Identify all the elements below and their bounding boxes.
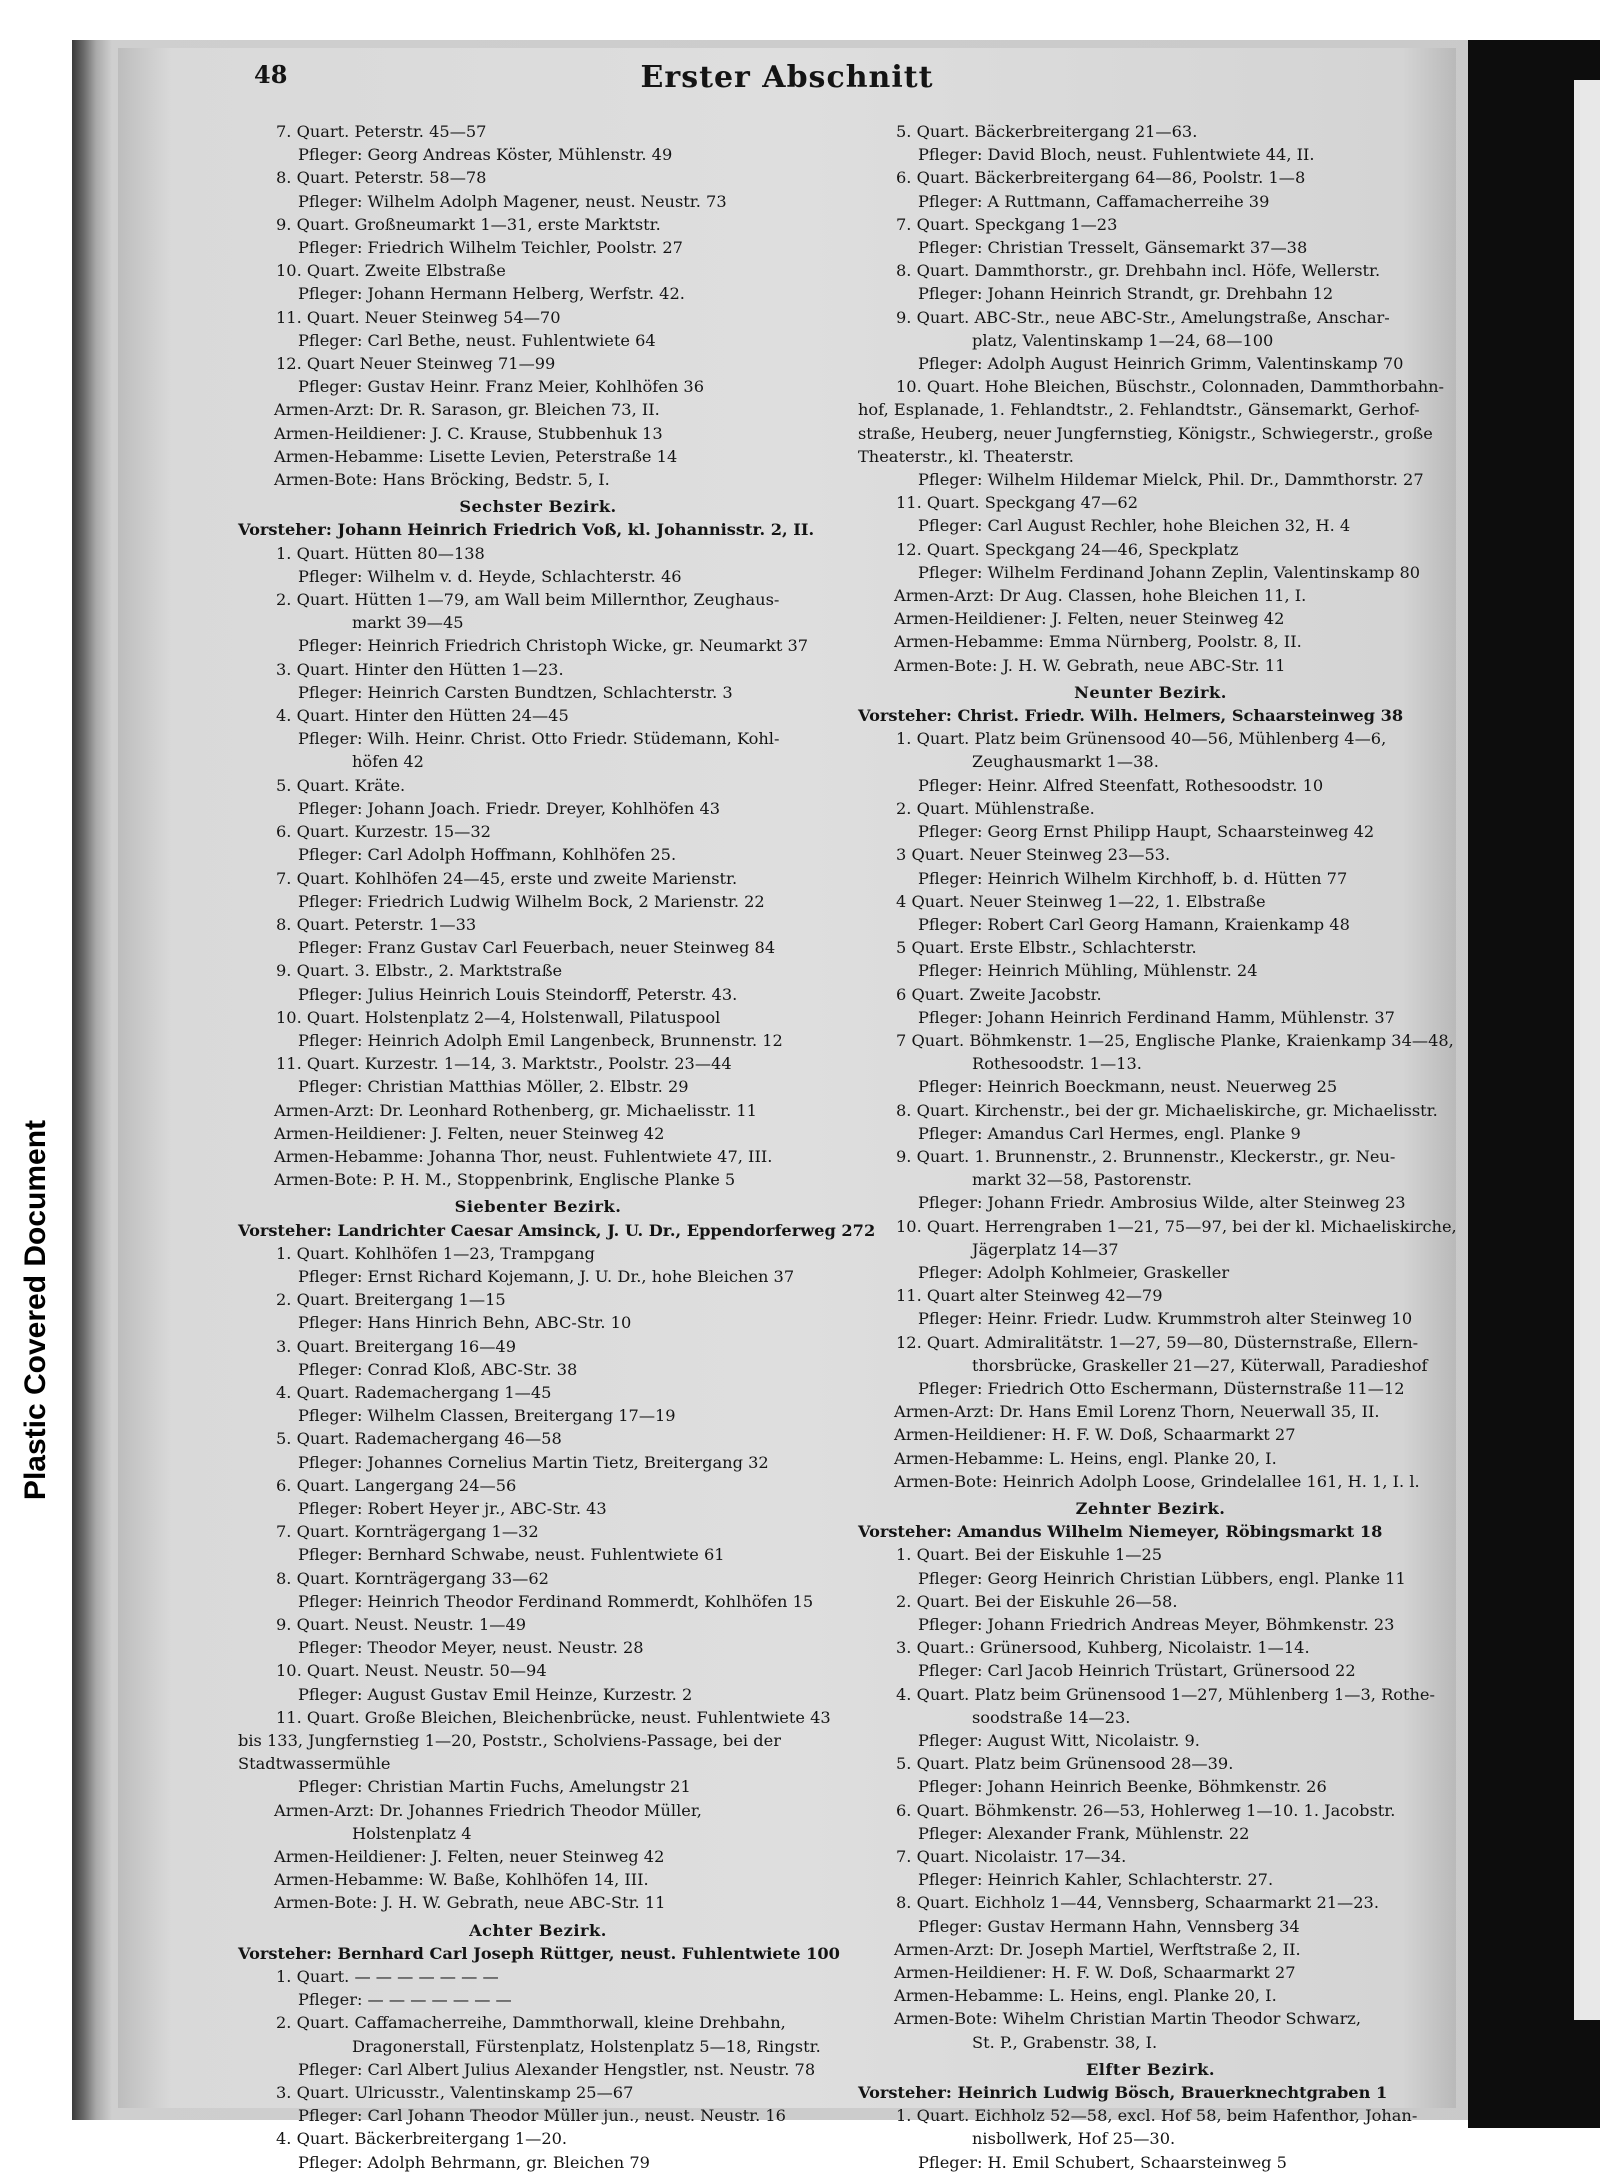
- pfleger-line: Pfleger: A Ruttmann, Caffamacherreihe 39: [918, 191, 1270, 211]
- quarter-line: 7 Quart. Böhmkenstr. 1—25, Englische Planke, Kraienkamp 34—48,: [896, 1030, 1454, 1050]
- wrapped-line: hof, Esplanade, 1. Fehlandtstr., 2. Fehlandtstr., Gänsemarkt, Gerhof-: [858, 400, 1420, 420]
- pfleger-line: Pfleger: August Gustav Emil Heinze, Kurzestr. 2: [298, 1684, 693, 1704]
- pfleger-line: Pfleger: Heinrich Friedrich Christoph Wicke, gr. Neumarkt 37: [298, 636, 809, 656]
- pfleger-line: Pfleger: Heinr. Friedr. Ludw. Krummstroh alter Steinweg 10: [918, 1309, 1413, 1329]
- right-column: [858, 120, 1457, 2174]
- quarter-line: 9. Quart. Großneumarkt 1—31, erste Marktstr.: [276, 214, 661, 234]
- pfleger-line: Pfleger: Johann Hermann Helberg, Werfstr. 42.: [298, 284, 685, 304]
- quarter-line: 2. Quart. Hütten 1—79, am Wall beim Millernthor, Zeughaus-: [276, 590, 780, 610]
- continuation-line: soodstraße 14—23.: [972, 1707, 1131, 1727]
- pfleger-line: Pfleger: Johann Friedr. Ambrosius Wilde, alter Steinweg 23: [918, 1193, 1406, 1213]
- official-line: Armen-Bote: Hans Bröcking, Bedstr. 5, I.: [274, 470, 610, 490]
- wrapped-line: bis 133, Jungfernstieg 1—20, Poststr., Scholviens-Passage, bei der: [238, 1731, 781, 1751]
- quarter-line: 12. Quart Neuer Steinweg 71—99: [276, 354, 556, 374]
- pfleger-line: Pfleger: Carl Albert Julius Alexander Hengstler, nst. Neustr. 78: [298, 2059, 816, 2079]
- pfleger-line: Pfleger: Johann Heinrich Beenke, Böhmkenstr. 26: [918, 1777, 1327, 1797]
- continuation-line: Jägerplatz 14—37: [972, 1239, 1119, 1259]
- pfleger-line: Pfleger: Conrad Kloß, ABC-Str. 38: [298, 1359, 578, 1379]
- vorsteher-line: Vorsteher: Amandus Wilhelm Niemeyer, Röbingsmarkt 18: [858, 1522, 1383, 1542]
- pfleger-line: Pfleger: Christian Tresselt, Gänsemarkt 37—38: [918, 238, 1308, 258]
- quarter-line: 4. Quart. Platz beim Grünensood 1—27, Mühlenberg 1—3, Rothe-: [896, 1684, 1435, 1704]
- document-page: [118, 48, 1457, 2172]
- official-line: Armen-Hebamme: Lisette Levien, Peterstraße 14: [274, 446, 678, 466]
- official-line: Armen-Bote: J. H. W. Gebrath, neue ABC-Str. 11: [274, 1893, 666, 1913]
- pfleger-line: Pfleger: Ernst Richard Kojemann, J. U. Dr., hohe Bleichen 37: [298, 1266, 795, 1286]
- pfleger-line: Pfleger: Christian Matthias Möller, 2. Elbstr. 29: [298, 1077, 689, 1097]
- pfleger-line: Pfleger: Wilhelm Classen, Breitergang 17—19: [298, 1406, 676, 1426]
- quarter-line: 7. Quart. Kornträgergang 1—32: [276, 1522, 539, 1542]
- official-line: Armen-Heildiener: J. Felten, neuer Steinweg 42: [274, 1847, 665, 1867]
- pfleger-line: Pfleger: Friedrich Wilhelm Teichler, Poolstr. 27: [298, 238, 683, 258]
- pfleger-line: Pfleger: Adolph August Heinrich Grimm, Valentinskamp 70: [918, 354, 1404, 374]
- pfleger-line: Pfleger: Bernhard Schwabe, neust. Fuhlentwiete 61: [298, 1545, 725, 1565]
- quarter-line: 5 Quart. Erste Elbstr., Schlachterstr.: [896, 938, 1197, 958]
- quarter-line: 8. Quart. Eichholz 1—44, Vennsberg, Schaarmarkt 21—23.: [896, 1893, 1379, 1913]
- pfleger-line: Pfleger: Johann Heinrich Strandt, gr. Drehbahn 12: [918, 284, 1334, 304]
- pfleger-line: Pfleger: Wilhelm Ferdinand Johann Zeplin, Valentinskamp 80: [918, 562, 1421, 582]
- quarter-line: 11. Quart. Speckgang 47—62: [896, 493, 1139, 513]
- continuation-line: Dragonerstall, Fürstenplatz, Holstenplatz 5—18, Ringstr.: [352, 2036, 821, 2056]
- pfleger-line: Pfleger: Heinrich Wilhelm Kirchhoff, b. d. Hütten 77: [918, 868, 1348, 888]
- pfleger-line: Pfleger: Robert Heyer jr., ABC-Str. 43: [298, 1498, 607, 1518]
- pfleger-line: Pfleger: David Bloch, neust. Fuhlentwiete 44, II.: [918, 145, 1315, 165]
- quarter-line: 4 Quart. Neuer Steinweg 1—22, 1. Elbstraße: [896, 891, 1266, 911]
- pfleger-line: Pfleger: Georg Heinrich Christian Lübbers, engl. Planke 11: [918, 1568, 1406, 1588]
- pfleger-line: Pfleger: Wilhelm Hildemar Mielck, Phil. Dr., Dammthorstr. 27: [918, 470, 1424, 490]
- official-line: Armen-Arzt: Dr. Hans Emil Lorenz Thorn, Neuerwall 35, II.: [894, 1402, 1380, 1422]
- quarter-line: 1. Quart. Bei der Eiskuhle 1—25: [896, 1545, 1163, 1565]
- pfleger-line: Pfleger: Johannes Cornelius Martin Tietz, Breitergang 32: [298, 1452, 769, 1472]
- side-label-text: Plastic Covered Document: [19, 1119, 52, 1501]
- quarter-line: 1. Quart. Hütten 80—138: [276, 543, 485, 563]
- pfleger-line: Pfleger: Heinrich Adolph Emil Langenbeck, Brunnenstr. 12: [298, 1030, 783, 1050]
- quarter-line: 10. Quart. Neust. Neustr. 50—94: [276, 1661, 547, 1681]
- wrapped-line: straße, Heuberg, neuer Jungfernstieg, Königstr., Schwiegerstr., große: [858, 423, 1433, 443]
- page-number: 48: [254, 60, 288, 89]
- pfleger-line: Pfleger: Heinrich Carsten Bundtzen, Schlachterstr. 3: [298, 682, 733, 702]
- quarter-line: 11. Quart. Neuer Steinweg 54—70: [276, 307, 561, 327]
- district-heading: Elfter Bezirk.: [1085, 2059, 1216, 2079]
- continuation-line: St. P., Grabenstr. 38, I.: [972, 2032, 1158, 2052]
- pfleger-line: Pfleger: Adolph Behrmann, gr. Bleichen 79: [298, 2152, 650, 2172]
- quarter-line: 7. Quart. Kohlhöfen 24—45, erste und zweite Marienstr.: [276, 868, 738, 888]
- pfleger-line: Pfleger: Robert Carl Georg Hamann, Kraienkamp 48: [918, 914, 1350, 934]
- continuation-line: platz, Valentinskamp 1—24, 68—100: [972, 330, 1274, 350]
- continuation-line: Rothesoodstr. 1—13.: [972, 1054, 1142, 1074]
- continuation-line: markt 39—45: [352, 613, 464, 633]
- pfleger-line: Pfleger: Carl August Rechler, hohe Bleichen 32, H. 4: [918, 516, 1351, 536]
- quarter-line: 9. Quart. 1. Brunnenstr., 2. Brunnenstr., Kleckerstr., gr. Neu-: [896, 1146, 1396, 1166]
- quarter-line: 11. Quart alter Steinweg 42—79: [896, 1286, 1163, 1306]
- continuation-line: thorsbrücke, Graskeller 21—27, Küterwall, Paradieshof: [972, 1355, 1428, 1375]
- quarter-line: 6. Quart. Bäckerbreitergang 64—86, Poolstr. 1—8: [896, 168, 1306, 188]
- official-line: Armen-Heildiener: H. F. W. Doß, Schaarmarkt 27: [894, 1963, 1296, 1983]
- quarter-line: 6. Quart. Böhmkenstr. 26—53, Hohlerweg 1—10. 1. Jacobstr.: [896, 1800, 1396, 1820]
- next-page-sliver: [1574, 80, 1600, 2020]
- pfleger-line: Pfleger: Carl Bethe, neust. Fuhlentwiete 64: [298, 330, 656, 350]
- wrapped-line: Theaterstr., kl. Theaterstr.: [858, 446, 1074, 466]
- quarter-line: 3. Quart. Hinter den Hütten 1—23.: [276, 659, 564, 679]
- official-line: Armen-Arzt: Dr. Leonhard Rothenberg, gr. Michaelisstr. 11: [274, 1100, 757, 1120]
- quarter-line: 1. Quart. Kohlhöfen 1—23, Trampgang: [276, 1243, 595, 1263]
- quarter-line: 5. Quart. Kräte.: [276, 775, 406, 795]
- quarter-line: 1. Quart. — — — — — — —: [276, 1967, 499, 1987]
- vorsteher-line: Vorsteher: Christ. Friedr. Wilh. Helmers, Schaarsteinweg 38: [858, 706, 1404, 726]
- left-column: [238, 120, 876, 2174]
- vorsteher-line: Vorsteher: Johann Heinrich Friedrich Voß, kl. Johannisstr. 2, II.: [238, 520, 815, 540]
- district-heading: Siebenter Bezirk.: [454, 1197, 622, 1217]
- quarter-line: 3 Quart. Neuer Steinweg 23—53.: [896, 845, 1171, 865]
- official-line: Armen-Hebamme: Emma Nürnberg, Poolstr. 8, II.: [894, 632, 1302, 652]
- pfleger-line: Pfleger: Georg Andreas Köster, Mühlenstr. 49: [298, 145, 673, 165]
- pfleger-line: Pfleger: Heinr. Alfred Steenfatt, Rothesoodstr. 10: [918, 775, 1324, 795]
- official-line: Armen-Bote: J. H. W. Gebrath, neue ABC-Str. 11: [894, 655, 1286, 675]
- quarter-line: 9. Quart. ABC-Str., neue ABC-Str., Amelungstraße, Anschar-: [896, 307, 1390, 327]
- quarter-line: 8. Quart. Dammthorstr., gr. Drehbahn incl. Höfe, Wellerstr.: [896, 261, 1381, 281]
- continuation-line: Holstenplatz 4: [352, 1823, 472, 1843]
- pfleger-line: Pfleger: H. Emil Schubert, Schaarsteinweg 5: [918, 2152, 1287, 2172]
- official-line: Armen-Bote: Heinrich Adolph Loose, Grindelallee 161, H. 1, I. l.: [894, 1471, 1420, 1491]
- quarter-line: 5. Quart. Rademachergang 46—58: [276, 1429, 562, 1449]
- pfleger-line: Pfleger: Heinrich Mühling, Mühlenstr. 24: [918, 961, 1258, 981]
- official-line: Armen-Bote: Wihelm Christian Martin Theodor Schwarz,: [894, 2009, 1361, 2029]
- quarter-line: 8. Quart. Peterstr. 1—33: [276, 914, 477, 934]
- official-line: Armen-Hebamme: L. Heins, engl. Planke 20, I.: [894, 1986, 1277, 2006]
- quarter-line: 11. Quart. Große Bleichen, Bleichenbrücke, neust. Fuhlentwiete 43: [276, 1707, 831, 1727]
- quarter-line: 6 Quart. Zweite Jacobstr.: [896, 984, 1102, 1004]
- quarter-line: 11. Quart. Kurzestr. 1—14, 3. Marktstr., Poolstr. 23—44: [276, 1054, 732, 1074]
- quarter-line: 1. Quart. Eichholz 52—58, excl. Hof 58, beim Hafenthor, Johan-: [896, 2106, 1418, 2126]
- official-line: Armen-Heildiener: J. C. Krause, Stubbenhuk 13: [274, 423, 663, 443]
- pfleger-line: Pfleger: Julius Heinrich Louis Steindorff, Peterstr. 43.: [298, 984, 738, 1004]
- pfleger-line: Pfleger: Gustav Heinr. Franz Meier, Kohlhöfen 36: [298, 377, 705, 397]
- pfleger-line: Pfleger: Johann Friedrich Andreas Meyer, Böhmkenstr. 23: [918, 1615, 1395, 1634]
- pfleger-line: Pfleger: August Witt, Nicolaistr. 9.: [918, 1731, 1200, 1751]
- quarter-line: 6. Quart. Langergang 24—56: [276, 1475, 517, 1495]
- quarter-line: 10. Quart. Hohe Bleichen, Büschstr., Colonnaden, Dammthorbahn-: [896, 377, 1445, 397]
- pfleger-line: Pfleger: Heinrich Boeckmann, neust. Neuerweg 25: [918, 1077, 1338, 1097]
- pfleger-line: Pfleger: Friedrich Ludwig Wilhelm Bock, 2 Marienstr. 22: [298, 891, 765, 911]
- vorsteher-line: Vorsteher: Bernhard Carl Joseph Rüttger, neust. Fuhlentwiete 100: [238, 1943, 840, 1963]
- official-line: Armen-Heildiener: J. Felten, neuer Steinweg 42: [894, 609, 1285, 629]
- district-heading: Neunter Bezirk.: [1074, 682, 1227, 702]
- section-title: Erster Abschnitt: [640, 60, 934, 95]
- pfleger-line: Pfleger: Gustav Hermann Hahn, Vennsberg 34: [918, 1916, 1300, 1936]
- quarter-line: 4. Quart. Rademachergang 1—45: [276, 1382, 552, 1402]
- continuation-line: nisbollwerk, Hof 25—30.: [972, 2129, 1176, 2149]
- pfleger-line: Pfleger: Heinrich Theodor Ferdinand Rommerdt, Kohlhöfen 15: [298, 1591, 814, 1611]
- official-line: Armen-Arzt: Dr. R. Sarason, gr. Bleichen 73, II.: [274, 400, 660, 420]
- quarter-line: 6. Quart. Kurzestr. 15—32: [276, 822, 491, 842]
- quarter-line: 2. Quart. Mühlenstraße.: [896, 798, 1095, 818]
- quarter-line: 4. Quart. Hinter den Hütten 24—45: [276, 706, 569, 726]
- quarter-line: 7. Quart. Speckgang 1—23: [896, 214, 1118, 234]
- pfleger-line: Pfleger: Johann Joach. Friedr. Dreyer, Kohlhöfen 43: [298, 798, 721, 818]
- official-line: Armen-Arzt: Dr. Joseph Martiel, Werftstraße 2, II.: [894, 1939, 1301, 1959]
- pfleger-line: Pfleger: Friedrich Otto Eschermann, Düsternstraße 11—12: [918, 1378, 1405, 1398]
- official-line: Armen-Hebamme: Johanna Thor, neust. Fuhlentwiete 47, III.: [274, 1146, 773, 1166]
- quarter-line: 8. Quart. Kornträgergang 33—62: [276, 1568, 549, 1588]
- quarter-line: 5. Quart. Platz beim Grünensood 28—39.: [896, 1754, 1234, 1774]
- wrapped-line: Stadtwassermühle: [238, 1754, 391, 1774]
- quarter-line: 8. Quart. Kirchenstr., bei der gr. Michaeliskirche, gr. Michaelisstr.: [896, 1100, 1438, 1120]
- quarter-line: 7. Quart. Peterstr. 45—57: [276, 122, 487, 141]
- quarter-line: 12. Quart. Admiralitätstr. 1—27, 59—80, Düsternstraße, Ellern-: [896, 1332, 1419, 1352]
- official-line: Armen-Arzt: Dr Aug. Classen, hohe Bleichen 11, I.: [894, 586, 1307, 606]
- quarter-line: 9. Quart. 3. Elbstr., 2. Marktstraße: [276, 961, 563, 981]
- vorsteher-line: Vorsteher: Heinrich Ludwig Bösch, Brauerknechtgraben 1: [858, 2083, 1388, 2103]
- quarter-line: 2. Quart. Caffamacherreihe, Dammthorwall, kleine Drehbahn,: [276, 2013, 786, 2033]
- official-line: Armen-Heildiener: J. Felten, neuer Steinweg 42: [274, 1123, 665, 1143]
- pfleger-line: Pfleger: Johann Heinrich Ferdinand Hamm, Mühlenstr. 37: [918, 1007, 1395, 1027]
- official-line: Armen-Hebamme: W. Baße, Kohlhöfen 14, III.: [274, 1870, 649, 1890]
- continuation-line: Zeughausmarkt 1—38.: [972, 752, 1159, 772]
- pfleger-line: Pfleger: Franz Gustav Carl Feuerbach, neuer Steinweg 84: [298, 938, 776, 958]
- quarter-line: 2. Quart. Bei der Eiskuhle 26—58.: [896, 1591, 1178, 1611]
- pfleger-line: Pfleger: Carl Jacob Heinrich Trüstart, Grünersood 22: [918, 1661, 1356, 1681]
- quarter-line: 5. Quart. Bäckerbreitergang 21—63.: [896, 122, 1198, 141]
- quarter-line: 3. Quart. Breitergang 16—49: [276, 1336, 517, 1356]
- official-line: Armen-Heildiener: H. F. W. Doß, Schaarmarkt 27: [894, 1425, 1296, 1445]
- pfleger-line: Pfleger: Carl Adolph Hoffmann, Kohlhöfen 25.: [298, 845, 677, 865]
- official-line: Armen-Hebamme: L. Heins, engl. Planke 20, I.: [894, 1448, 1277, 1468]
- quarter-line: 12. Quart. Speckgang 24—46, Speckplatz: [896, 539, 1239, 559]
- quarter-line: 7. Quart. Nicolaistr. 17—34.: [896, 1847, 1127, 1867]
- official-line: Armen-Arzt: Dr. Johannes Friedrich Theodor Müller,: [274, 1800, 702, 1820]
- quarter-line: 1. Quart. Platz beim Grünensood 40—56, Mühlenberg 4—6,: [896, 729, 1387, 749]
- pfleger-line: Pfleger: — — — — — — —: [298, 1990, 512, 2010]
- pfleger-line: Pfleger: Wilhelm v. d. Heyde, Schlachterstr. 46: [298, 566, 682, 586]
- pfleger-line: Pfleger: Wilhelm Adolph Magener, neust. Neustr. 73: [298, 191, 727, 211]
- quarter-line: 9. Quart. Neust. Neustr. 1—49: [276, 1615, 527, 1634]
- side-label: [6, 1050, 66, 1570]
- quarter-line: 10. Quart. Zweite Elbstraße: [276, 261, 506, 281]
- quarter-line: 8. Quart. Peterstr. 58—78: [276, 168, 487, 188]
- continuation-line: markt 32—58, Pastorenstr.: [972, 1170, 1192, 1190]
- continuation-line: höfen 42: [352, 752, 424, 772]
- quarter-line: 3. Quart. Ulricusstr., Valentinskamp 25—67: [276, 2083, 634, 2103]
- pfleger-line: Pfleger: Christian Martin Fuchs, Amelungstr 21: [298, 1777, 691, 1797]
- quarter-line: 4. Quart. Bäckerbreitergang 1—20.: [276, 2129, 568, 2149]
- pfleger-line: Pfleger: Heinrich Kahler, Schlachterstr. 27.: [918, 1870, 1274, 1890]
- quarter-line: 10. Quart. Herrengraben 1—21, 75—97, bei der kl. Michaeliskirche,: [896, 1216, 1457, 1236]
- vorsteher-line: Vorsteher: Landrichter Caesar Amsinck, J. U. Dr., Eppendorferweg 272: [238, 1220, 876, 1240]
- pfleger-line: Pfleger: Carl Johann Theodor Müller jun., neust. Neustr. 16: [298, 2106, 786, 2126]
- quarter-line: 3. Quart.: Grünersood, Kuhberg, Nicolaistr. 1—14.: [896, 1638, 1310, 1658]
- pfleger-line: Pfleger: Amandus Carl Hermes, engl. Planke 9: [918, 1123, 1301, 1143]
- district-heading: Achter Bezirk.: [469, 1920, 607, 1940]
- pfleger-line: Pfleger: Georg Ernst Philipp Haupt, Schaarsteinweg 42: [918, 822, 1375, 842]
- district-heading: Zehnter Bezirk.: [1075, 1498, 1226, 1518]
- pfleger-line: Pfleger: Adolph Kohlmeier, Graskeller: [918, 1262, 1230, 1282]
- district-heading: Sechster Bezirk.: [459, 497, 617, 517]
- pfleger-line: Pfleger: Wilh. Heinr. Christ. Otto Friedr. Stüdemann, Kohl-: [298, 729, 780, 749]
- pfleger-line: Pfleger: Hans Hinrich Behn, ABC-Str. 10: [298, 1313, 632, 1333]
- pfleger-line: Pfleger: Theodor Meyer, neust. Neustr. 28: [298, 1638, 644, 1658]
- pfleger-line: Pfleger: Alexander Frank, Mühlenstr. 22: [918, 1823, 1250, 1843]
- official-line: Armen-Bote: P. H. M., Stoppenbrink, Englische Planke 5: [274, 1170, 736, 1190]
- quarter-line: 2. Quart. Breitergang 1—15: [276, 1290, 506, 1310]
- quarter-line: 10. Quart. Holstenplatz 2—4, Holstenwall, Pilatuspool: [276, 1007, 721, 1027]
